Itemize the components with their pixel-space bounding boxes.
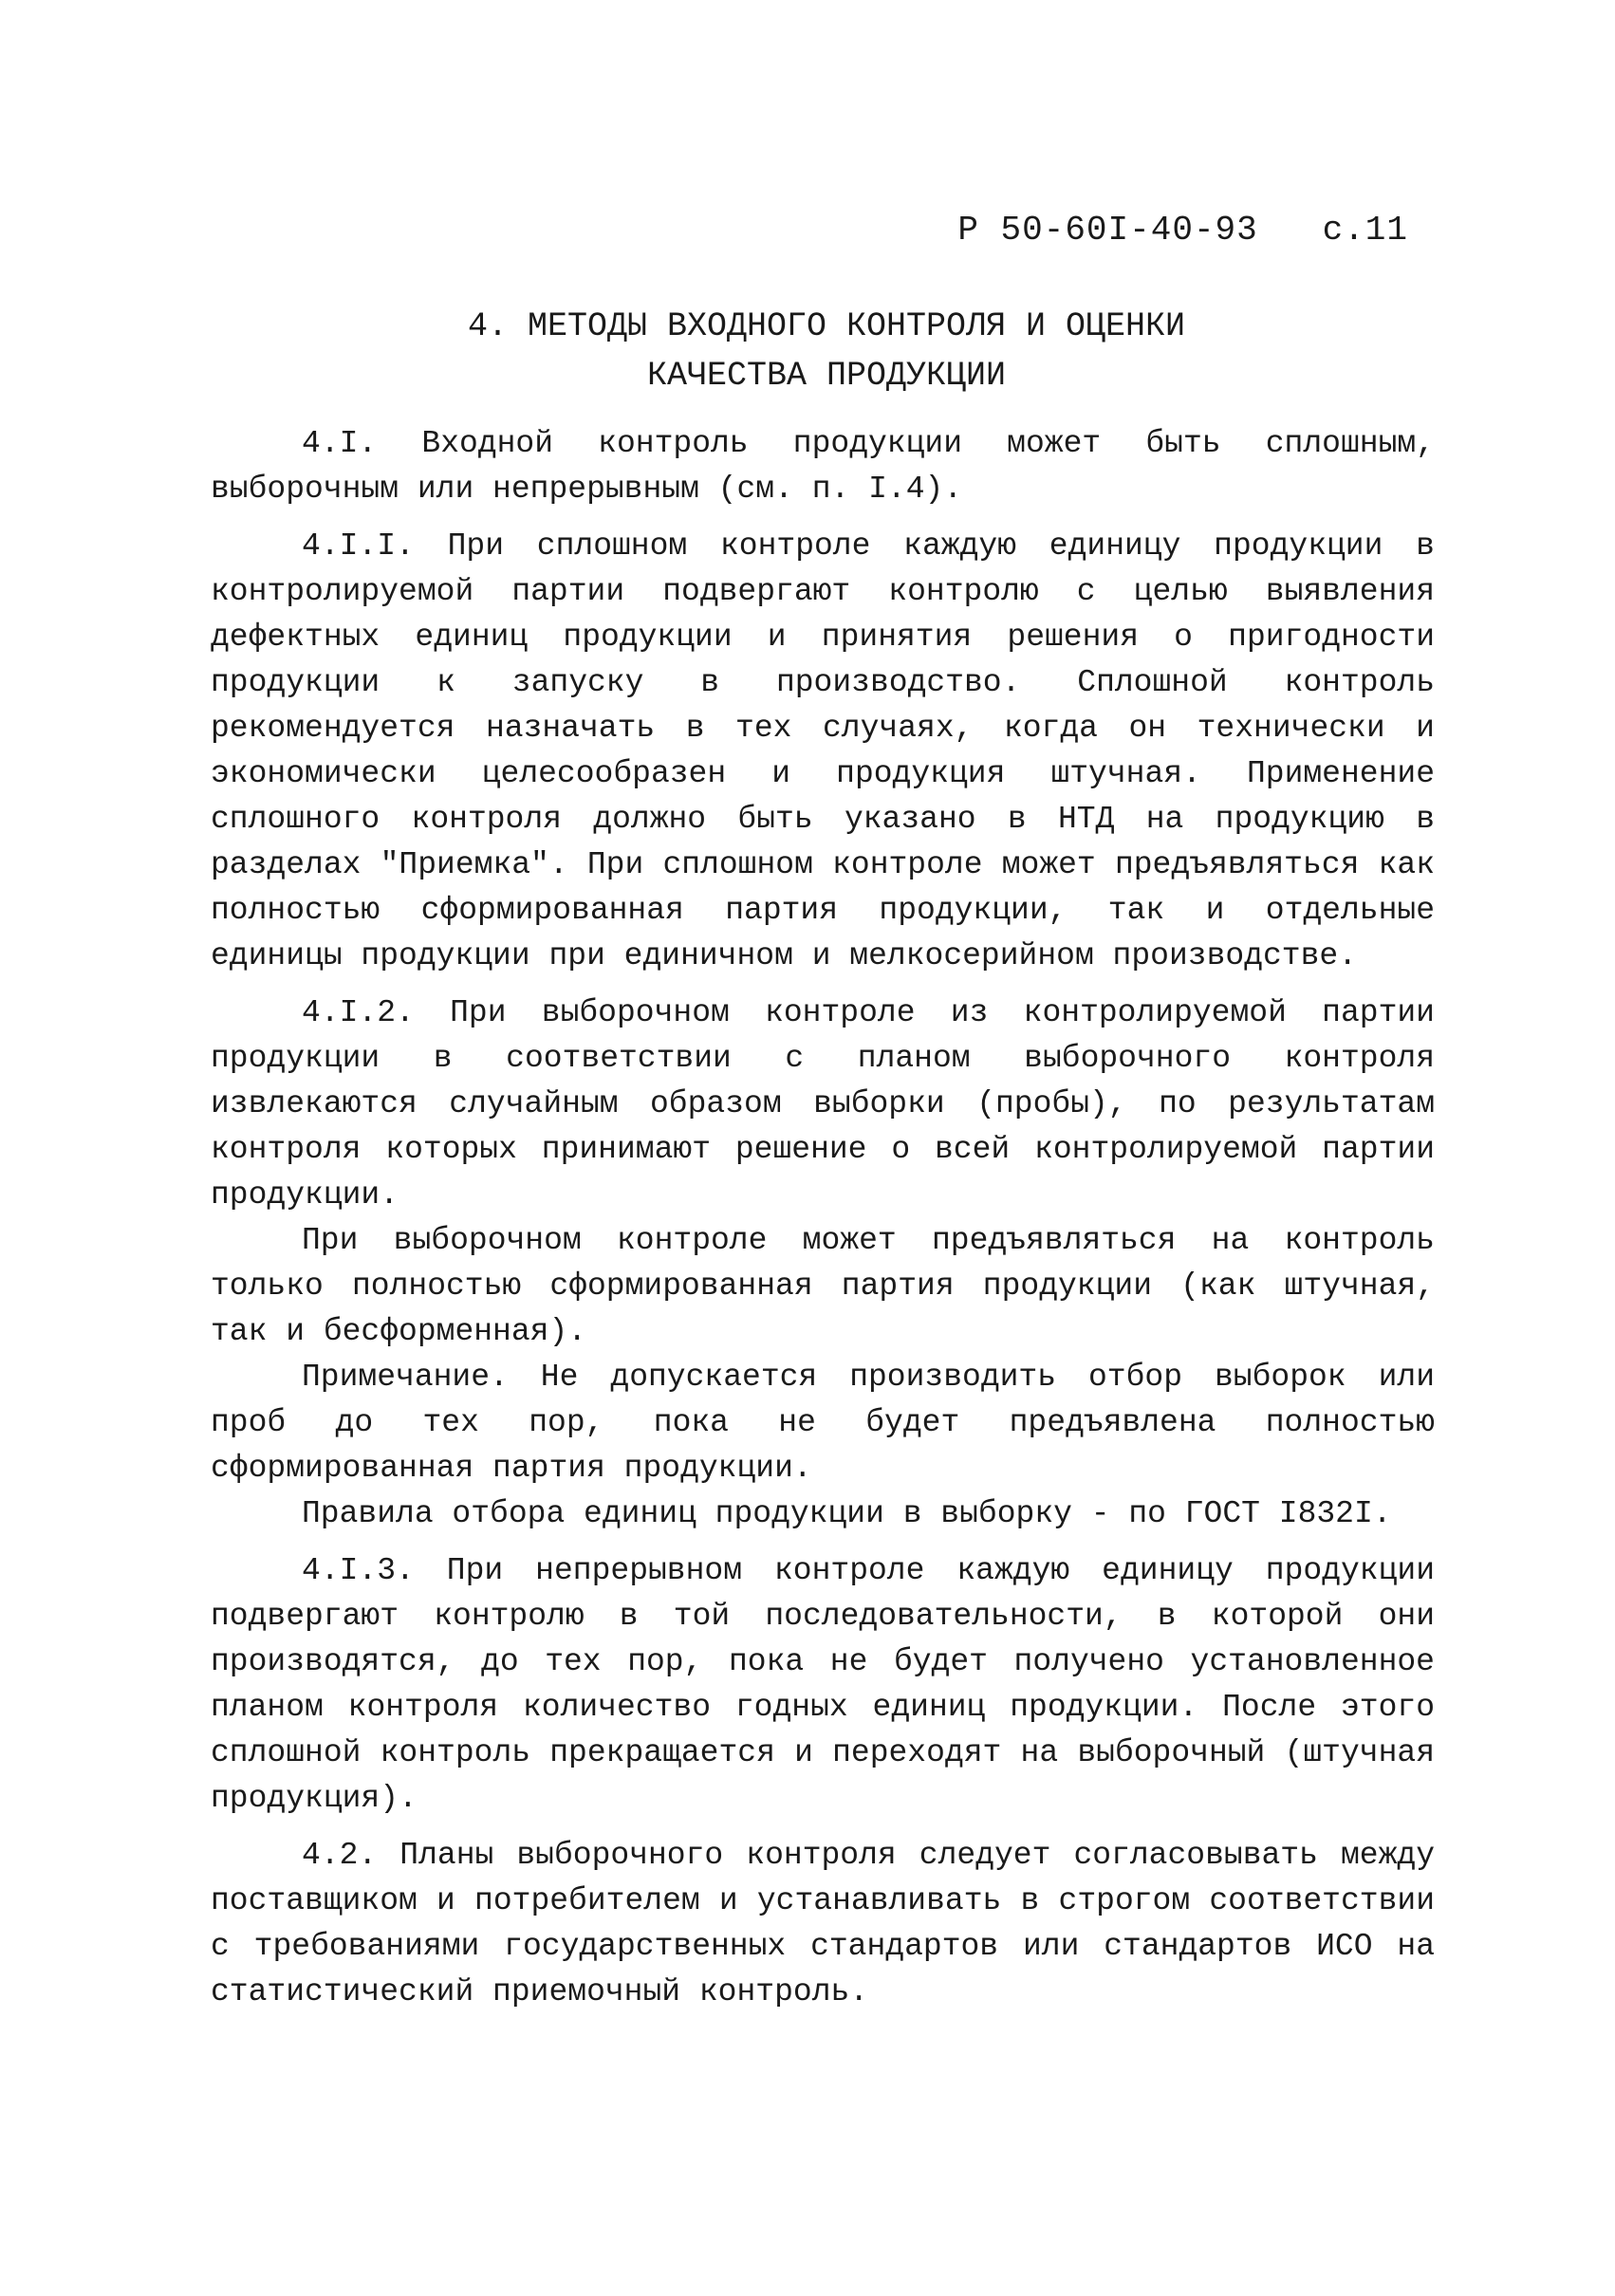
section-title-line-2: КАЧЕСТВА ПРОДУКЦИИ xyxy=(646,357,1007,395)
paragraph-sampling-note: При выборочном контроле может предъявляться на контроль только полностью сформированная партия продукции (как штучная, так и бесформенная). xyxy=(211,1223,1435,1349)
paragraph-4-1-2: 4.I.2. При выборочном контроле из контролируемой партии продукции в соответствии с планом выборочного контроля извлекаются случайным образом выборки (пробы), по результатам контроля которых принимают решение о всей контролируемой партии продукции. xyxy=(211,995,1435,1213)
page-header xyxy=(957,211,1408,250)
paragraph-remark: Примечание. Не допускается производить отбор выборок или проб до тех пор, пока не будет предъявлена полностью сформированная партия продукции. xyxy=(211,1360,1435,1486)
paragraph-4-2: 4.2. Планы выборочного контроля следует согласовывать между поставщиком и потребителем и устанавливать в строгом соответствии с требованиями государственных стандартов или стандартов ИСО на статистический приемочный контроль. xyxy=(211,1838,1435,2009)
document-code: Р 50-60I-40-93 xyxy=(957,211,1258,250)
paragraph-4-1-3: 4.I.3. При непрерывном контроле каждую единицу продукции подвергают контролю в той последовательности, в которой они производятся, до тех пор, пока не будет получено установленное планом контроля количество годных единиц продукции. После этого сплошной контроль прекращается и переходят на выборочный (штучная продукция). xyxy=(211,1553,1435,1816)
section-title-line-1: 4. МЕТОДЫ ВХОДНОГО КОНТРОЛЯ И ОЦЕНКИ xyxy=(467,307,1186,345)
page-number: с.11 xyxy=(1322,211,1408,250)
paragraph-4-1: 4.I. Входной контроль продукции может быть сплошным, выборочным или непрерывным (см. п. I.4). xyxy=(211,426,1435,507)
paragraph-sampling-rules: Правила отбора единиц продукции в выборку - по ГОСТ I832I. xyxy=(302,1496,1392,1531)
section-title xyxy=(0,302,1615,400)
document-body xyxy=(211,421,1435,2015)
paragraph-4-1-1: 4.I.I. При сплошном контроле каждую единицу продукции в контролируемой партии подвергают контролю с целью выявления дефектных единиц продукции и принятия решения о пригодности продукции к запуску в производство. Сплошной контроль рекомендуется назначать в тех случаях, когда он технически и экономически целесообразен и продукция штучная. Применение сплошного контроля должно быть указано в НТД на продукцию в разделах "Приемка". При сплошном контроле может предъявляться как полностью сформированная партия продукции, так и отдельные единицы продукции при единичном и мелкосерийном производстве. xyxy=(211,528,1435,973)
